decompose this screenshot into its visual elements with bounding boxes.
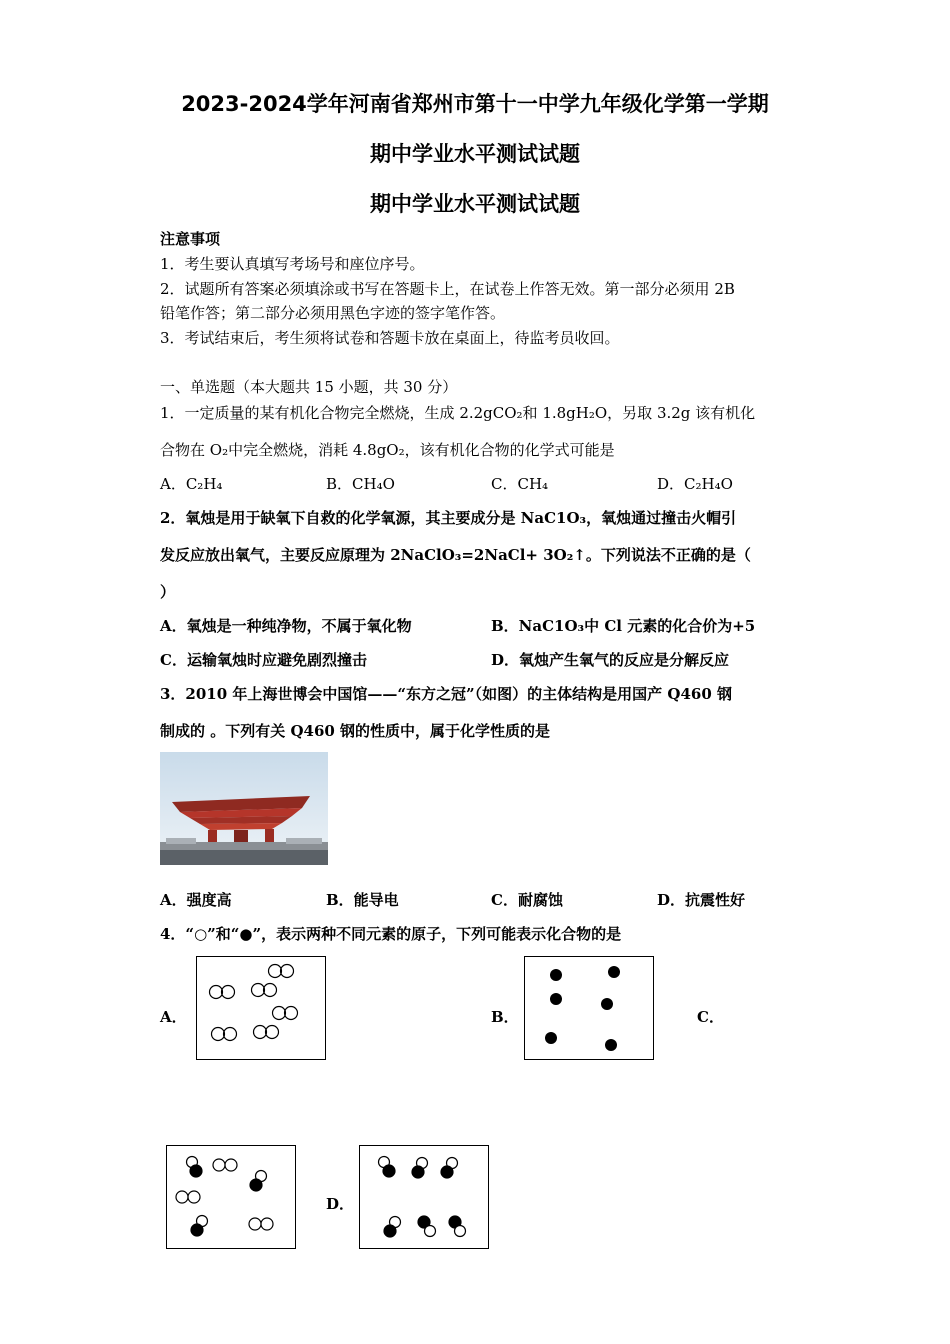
page-subtitle-repeat: 期中学业水平测试试题 — [370, 192, 580, 216]
notice-item: 1．考生要认真填写考场号和座位序号。 — [160, 255, 425, 273]
q4-label-a: A． — [160, 1008, 187, 1026]
notice-item: 3．考试结束后，考生须将试卷和答题卡放在桌面上，待监考员收回。 — [160, 329, 620, 347]
q3-stem-cont: 制成的 。下列有关 Q460 钢的性质中，属于化学性质的是 — [160, 722, 551, 740]
q1-option-c: C．CH₄ — [491, 475, 549, 493]
q2-stem-cont: 发反应放出氧气，主要反应原理为 2NaClO₃=2NaCl+ 3O₂↑。下列说法不正确的是（ — [160, 546, 751, 564]
q3-option-b: B．能导电 — [326, 891, 399, 909]
q3-stem: 3．2010 年上海世博会中国馆——“东方之冠”（如图）的主体结构是用国产 Q460 钢 — [160, 685, 732, 703]
q2-option-a: A．氧烛是一种纯净物，不属于氧化物 — [160, 617, 412, 635]
notice-heading: 注意事项 — [160, 230, 221, 248]
q3-option-d: D．抗震性好 — [657, 891, 746, 909]
q3-option-a: A．强度高 — [160, 891, 232, 909]
q4-label-c: C． — [697, 1008, 724, 1026]
q3-option-c: C．耐腐蚀 — [491, 891, 563, 909]
page-title: 2023-2024学年河南省郑州市第十一中学九年级化学第一学期 — [181, 92, 769, 116]
q2-option-d: D．氧烛产生氧气的反应是分解反应 — [491, 651, 730, 669]
china-pavilion-photo — [160, 752, 328, 865]
q1-stem-cont: 合物在 O₂中完全燃烧，消耗 4.8gO₂，该有机化合物的化学式可能是 — [160, 441, 615, 459]
q2-stem: 2．氧烛是用于缺氧下自救的化学氧源，其主要成分是 NaC1O₃，氧烛通过撞击火帽引 — [160, 509, 737, 527]
q1-option-d: D．C₂H₄O — [657, 475, 733, 493]
q4-diagram-b — [524, 956, 654, 1060]
section-heading: 一、单选题（本大题共 15 小题，共 30 分） — [160, 378, 458, 396]
q4-diagram-d — [359, 1145, 489, 1249]
q1-option-b: B．CH₄O — [326, 475, 395, 493]
q2-option-b: B．NaC1O₃中 Cl 元素的化合价为+5 — [491, 617, 756, 635]
q4-diagram-c — [166, 1145, 296, 1249]
page-subtitle: 期中学业水平测试试题 — [370, 142, 580, 166]
notice-item: 2．试题所有答案必须填涂或书写在答题卡上，在试卷上作答无效。第一部分必须用 2B — [160, 280, 735, 298]
q2-option-c: C．运输氧烛时应避免剧烈撞击 — [160, 651, 367, 669]
notice-item: 铅笔作答；第二部分必须用黑色字迹的签字笔作答。 — [160, 304, 506, 322]
q2-stem-close: ） — [160, 583, 176, 601]
q4-stem: 4．“○”和“●”，表示两种不同元素的原子，下列可能表示化合物的是 — [160, 925, 622, 943]
q4-diagram-a — [196, 956, 326, 1060]
q1-stem: 1．一定质量的某有机化合物完全燃烧，生成 2.2gCO₂和 1.8gH₂O，另取 3.2g 该有机化 — [160, 404, 756, 422]
q1-option-a: A．C₂H₄ — [160, 475, 223, 493]
q4-label-b: B． — [491, 1008, 519, 1026]
q4-label-d: D． — [326, 1195, 355, 1213]
